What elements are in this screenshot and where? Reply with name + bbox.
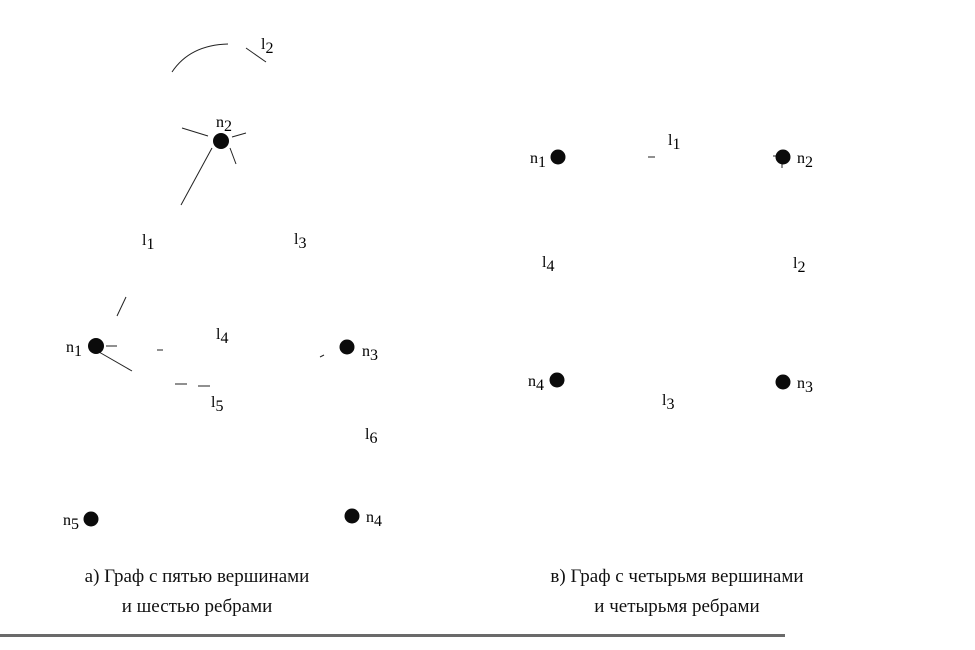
graph-a-caption bbox=[32, 562, 362, 622]
graph-a-edge-labels bbox=[142, 36, 377, 447]
graph-a-edge-n1-stub bbox=[99, 352, 132, 371]
graph-a-edges bbox=[99, 44, 324, 386]
graph-a-caption-line1: а) Граф с пятью вершинами bbox=[84, 566, 310, 587]
graph-b-label-l4: l4 bbox=[542, 254, 555, 275]
graph-a-label-l1: l1 bbox=[142, 232, 155, 253]
graph-a-label-n2: n2 bbox=[216, 114, 232, 135]
graph-a-edge-l5-dash bbox=[175, 384, 210, 386]
graph-a-node-n5 bbox=[84, 512, 99, 527]
graph-a-node-n2 bbox=[213, 133, 229, 149]
graph-b-node-labels bbox=[528, 150, 813, 396]
graph-a-label-l4: l4 bbox=[216, 326, 229, 347]
graph-b-edges bbox=[648, 156, 782, 168]
graph-a-label-l5: l5 bbox=[211, 394, 224, 415]
graph-a-node-n1 bbox=[88, 338, 104, 354]
graph-a-label-l3: l3 bbox=[294, 231, 307, 252]
graph-b-label-n4: n4 bbox=[528, 373, 544, 394]
graph-a-edge-n3-stub bbox=[320, 355, 324, 357]
graph-a-node-labels bbox=[63, 114, 382, 533]
graph-a-node-n3 bbox=[340, 340, 355, 355]
graph-b-label-l1: l1 bbox=[668, 132, 681, 153]
graph-b-label-l2: l2 bbox=[793, 255, 806, 276]
graph-a-label-n3: n3 bbox=[362, 343, 378, 364]
graph-b-label-n3: n3 bbox=[797, 375, 813, 396]
graph-b-caption-line1: в) Граф с четырьмя вершинами bbox=[550, 566, 804, 587]
graph-a-edge-l2-arc bbox=[172, 44, 228, 72]
graph-b-node-n1 bbox=[551, 150, 566, 165]
graph-b-label-n2: n2 bbox=[797, 150, 813, 171]
graph-a-edge-n2-stubs bbox=[182, 128, 246, 164]
graph-b-label-l3: l3 bbox=[662, 392, 675, 413]
graph-a-label-n5: n5 bbox=[63, 512, 79, 533]
graph-a-label-n4: n4 bbox=[366, 509, 382, 530]
scan-bottom-rule bbox=[0, 634, 785, 637]
graph-a-node-n4 bbox=[345, 509, 360, 524]
graph-b-node-n3 bbox=[776, 375, 791, 390]
graph-a-edge-l1-tick bbox=[117, 297, 126, 316]
graph-b-caption bbox=[512, 562, 842, 622]
graph-a-label-l6: l6 bbox=[365, 426, 378, 447]
graph-a-label-n1: n1 bbox=[66, 339, 82, 360]
graph-b-edge-labels bbox=[542, 132, 805, 413]
graph-b-node-n4 bbox=[550, 373, 565, 388]
graph-a-edge-l1-line bbox=[181, 148, 212, 205]
graph-b-nodes bbox=[550, 150, 791, 390]
graph-b-node-n2 bbox=[776, 150, 791, 165]
graph-b-caption-line2: и четырьмя ребрами bbox=[594, 596, 760, 617]
graph-b-label-n1: n1 bbox=[530, 150, 546, 171]
graph-a-label-l2: l2 bbox=[261, 36, 274, 57]
graph-a-caption-line2: и шестью ребрами bbox=[121, 596, 273, 617]
